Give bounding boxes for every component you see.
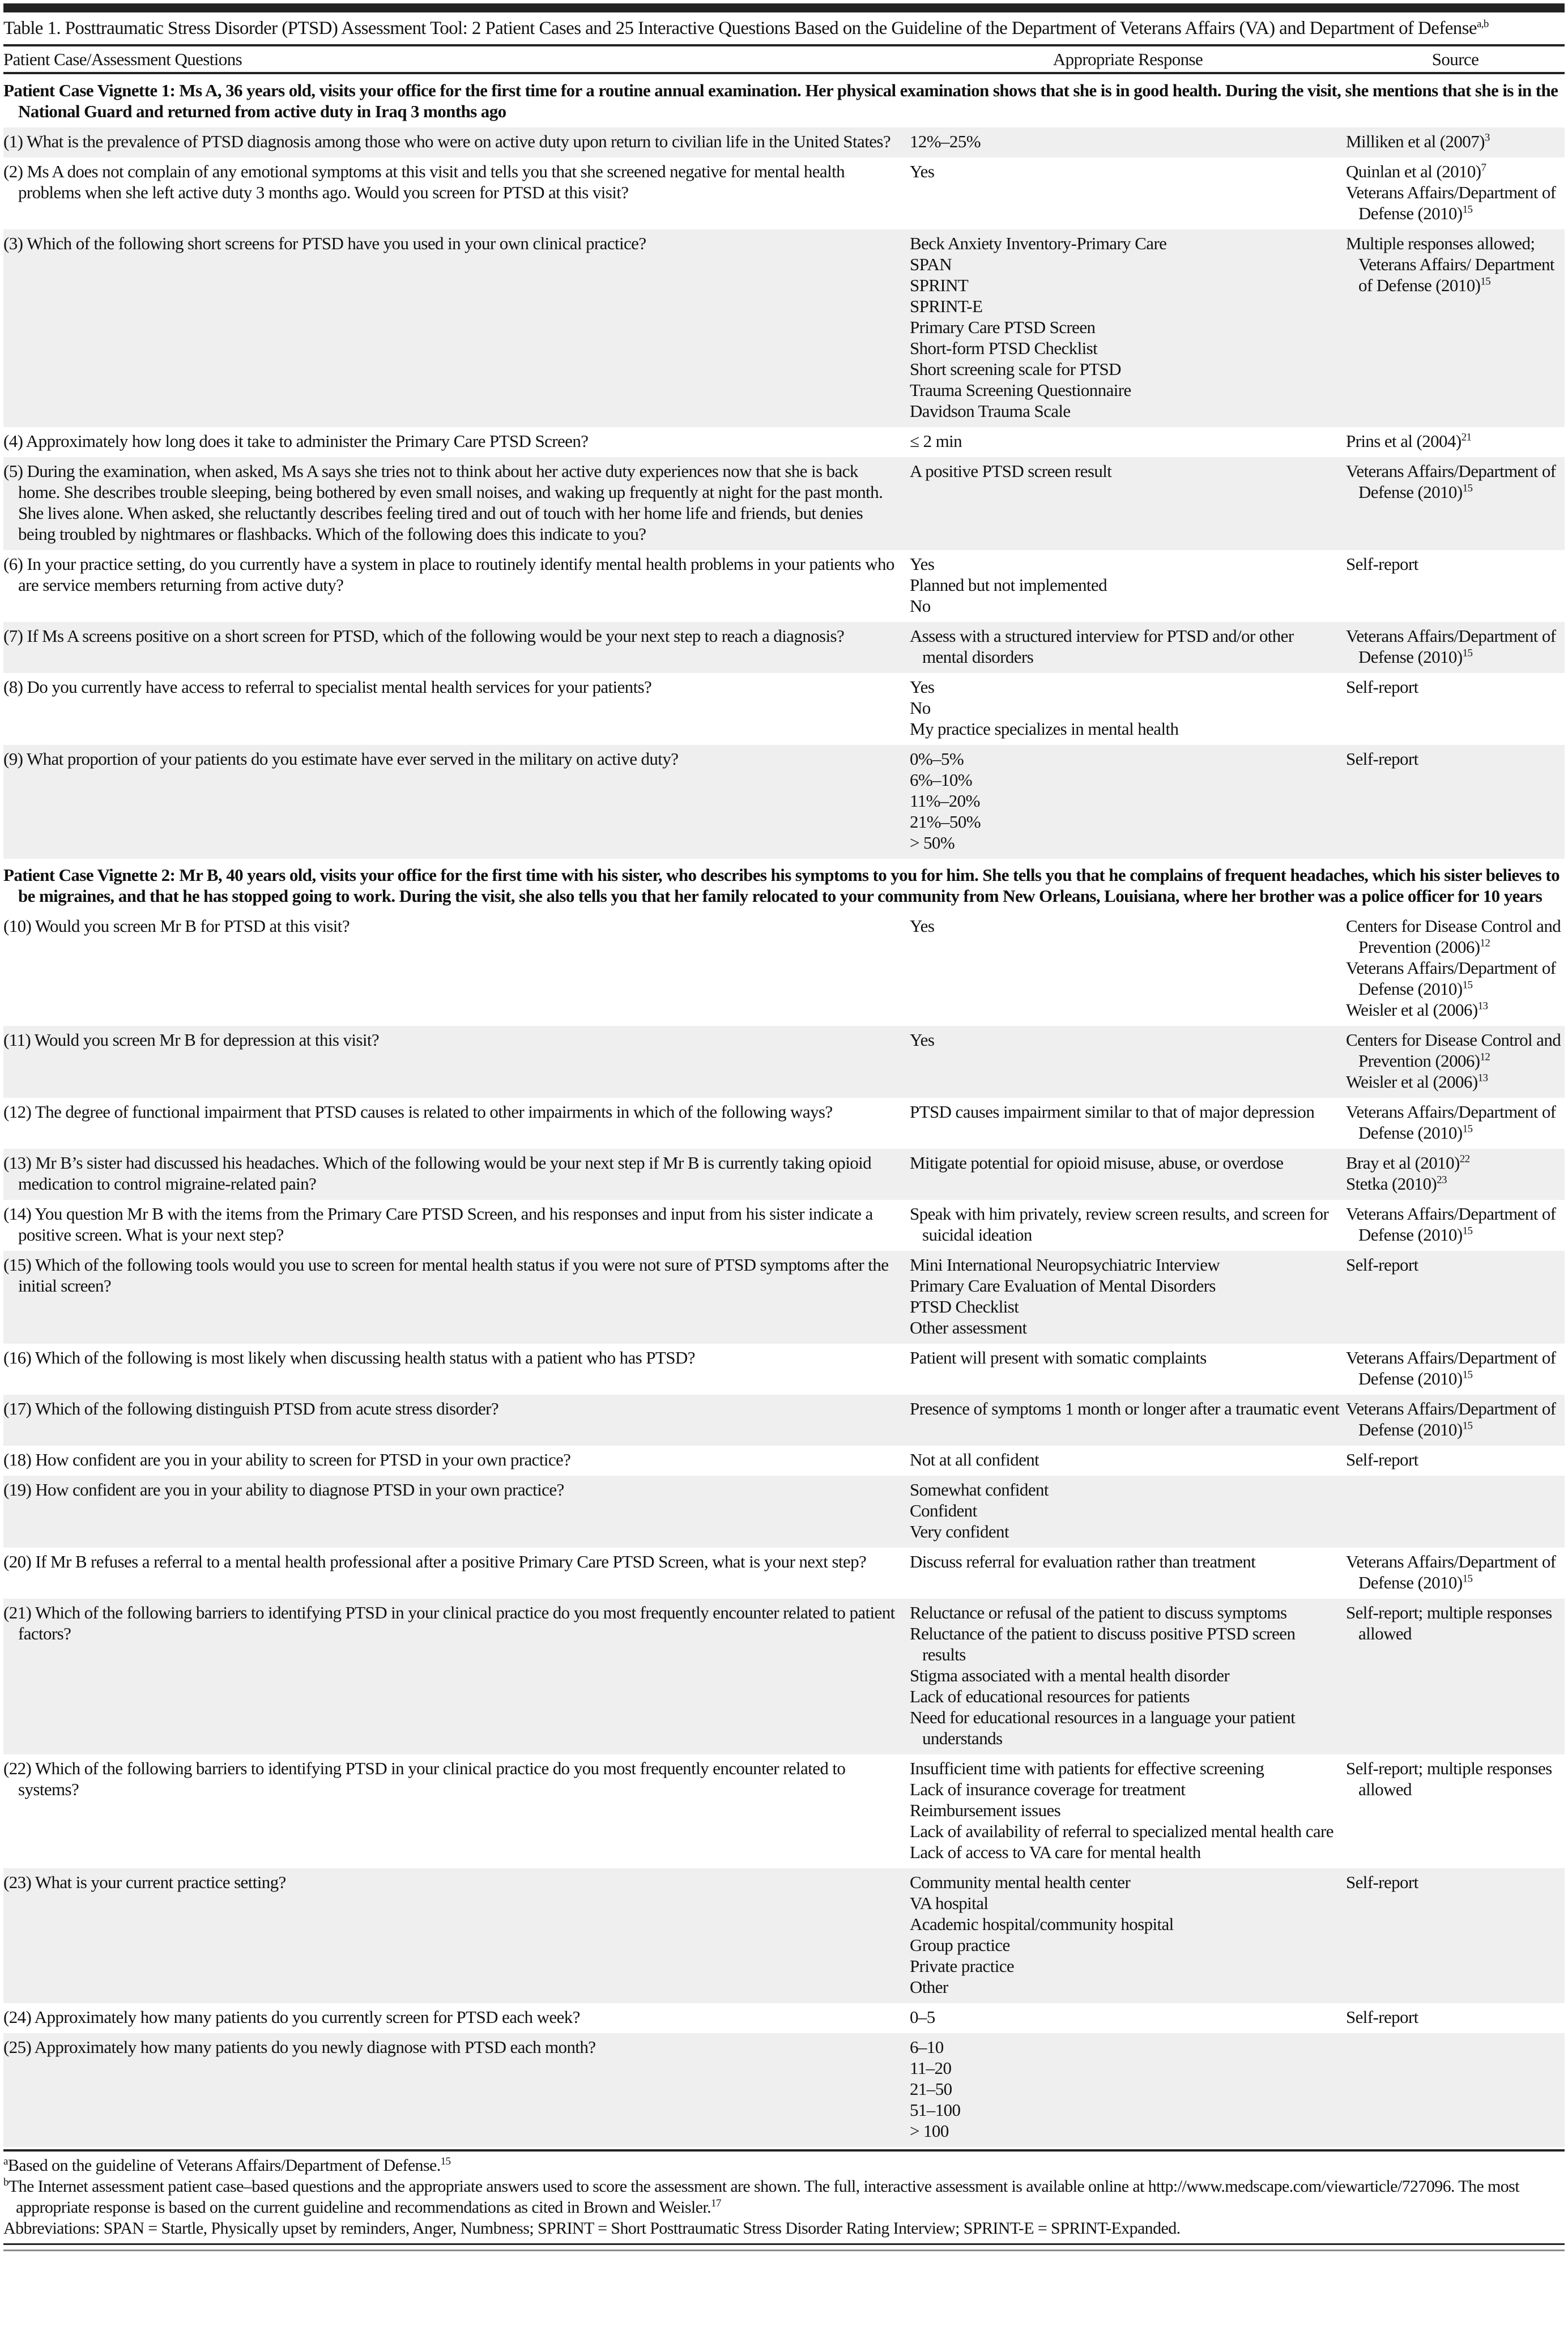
question-cell xyxy=(3,1599,910,1754)
reference-number: 15 xyxy=(1462,979,1473,991)
table-row xyxy=(3,1200,1565,1251)
response-option: Mitigate potential for opioid misuse, abuse, or overdose xyxy=(910,1153,1284,1173)
question-text: (20) If Mr B refuses a referral to a mental health professional after a positive Primary Care PTSD Screen, what is your next step? xyxy=(3,1552,867,1571)
source-cell xyxy=(1346,1344,1565,1395)
response-option: Patient will present with somatic complaints xyxy=(910,1348,1207,1368)
reference-number: 13 xyxy=(1477,1072,1488,1084)
question-cell xyxy=(3,2003,910,2033)
response-option: Community mental health center xyxy=(910,1872,1131,1892)
assessment-table xyxy=(3,46,1565,2147)
response-option: Private practice xyxy=(910,1956,1015,1976)
source-text: Self-report xyxy=(1346,554,1418,574)
response-option: Lack of educational resources for patients xyxy=(910,1686,1190,1706)
bottom-rule xyxy=(3,2243,1565,2251)
source-text: Veterans Affairs/Department of Defense (2010) xyxy=(1346,1552,1556,1592)
response-option: 6–10 xyxy=(910,2037,944,2057)
source-text: Self-report xyxy=(1346,677,1418,697)
source-text: Prins et al (2004) xyxy=(1346,431,1462,451)
source-text: Veterans Affairs/Department of Defense (2010) xyxy=(1346,1399,1556,1439)
source-cell xyxy=(1346,745,1565,859)
question-text: (6) In your practice setting, do you currently have a system in place to routinely identify mental health problems in your patients who are service members returning from active duty? xyxy=(3,554,894,595)
question-text: (24) Approximately how many patients do you currently screen for PTSD each week? xyxy=(3,2007,580,2027)
question-text: (22) Which of the following barriers to identifying PTSD in your clinical practice do you most frequently encounter related to systems? xyxy=(3,1758,846,1799)
reference-number: 13 xyxy=(1477,1000,1488,1012)
source-cell xyxy=(1346,622,1565,673)
question-cell xyxy=(3,1446,910,1476)
reference-number: 12 xyxy=(1480,1051,1490,1063)
reference-number: 7 xyxy=(1481,161,1486,174)
source-text: Self-report xyxy=(1346,749,1418,769)
source-citation xyxy=(1346,1029,1565,1071)
source-cell xyxy=(1346,1754,1565,1868)
footnote-mark: b xyxy=(3,2176,8,2188)
source-text: Veterans Affairs/Department of Defense (2010) xyxy=(1346,1348,1556,1388)
column-header-response: Appropriate Response xyxy=(1053,49,1203,69)
table-row xyxy=(3,1395,1565,1446)
response-option: Lack of access to VA care for mental health xyxy=(910,1842,1201,1862)
response-option: 21%–50% xyxy=(910,812,981,832)
source-text: Self-report; multiple responses allowed xyxy=(1346,1603,1552,1643)
source-cell xyxy=(1346,1476,1565,1548)
footnote xyxy=(3,2155,1565,2176)
response-cell xyxy=(910,2003,1346,2033)
response-cell xyxy=(910,2033,1346,2147)
source-citation xyxy=(1346,1602,1565,1644)
response-option: 12%–25% xyxy=(910,131,981,151)
source-citation xyxy=(1346,1203,1565,1245)
source-citation xyxy=(1346,2007,1565,2027)
question-cell xyxy=(3,912,910,1026)
question-text: (25) Approximately how many patients do you newly diagnose with PTSD each month? xyxy=(3,2037,596,2057)
response-cell xyxy=(910,912,1346,1026)
table-footnotes xyxy=(3,2152,1565,2239)
response-option: Planned but not implemented xyxy=(910,575,1107,595)
question-cell xyxy=(3,1868,910,2003)
response-cell xyxy=(910,1599,1346,1754)
question-text: (4) Approximately how long does it take to administer the Primary Care PTSD Screen? xyxy=(3,431,589,451)
question-cell xyxy=(3,127,910,157)
reference-number: 15 xyxy=(1462,1420,1473,1432)
vignette-cell xyxy=(3,74,1565,127)
response-option: Academic hospital/community hospital xyxy=(910,1914,1174,1934)
question-text: (23) What is your current practice setting? xyxy=(3,1872,286,1892)
source-cell xyxy=(1346,1026,1565,1098)
response-cell xyxy=(910,127,1346,157)
source-cell xyxy=(1346,427,1565,457)
response-cell xyxy=(910,550,1346,622)
question-cell xyxy=(3,622,910,673)
question-cell xyxy=(3,550,910,622)
response-cell xyxy=(910,622,1346,673)
source-text: Self-report xyxy=(1346,1872,1418,1892)
table-row xyxy=(3,1599,1565,1754)
response-option: PTSD causes impairment similar to that of major depression xyxy=(910,1102,1315,1122)
table-row xyxy=(3,2033,1565,2147)
reference-number: 15 xyxy=(1480,275,1491,288)
footnote-text: The Internet assessment patient case–based questions and the appropriate answers used to score the assessment are shown. The full, interactive assessment is available online at http://www.medscape.com/viewarticle/727096. The most appropriate response is based on the current guideline and recommendations as cited in Brown and Weisler. xyxy=(8,2177,1519,2217)
source-cell xyxy=(1346,127,1565,157)
response-option: Very confident xyxy=(910,1522,1009,1541)
table-row xyxy=(3,1446,1565,1476)
question-text: (11) Would you screen Mr B for depression at this visit? xyxy=(3,1030,380,1050)
reference-number: 12 xyxy=(1480,937,1490,949)
table-row xyxy=(3,2003,1565,2033)
response-option: Trauma Screening Questionnaire xyxy=(910,380,1131,400)
question-cell xyxy=(3,1098,910,1149)
table-row xyxy=(3,550,1565,622)
response-cell xyxy=(910,745,1346,859)
question-text: (19) How confident are you in your ability to diagnose PTSD in your own practice? xyxy=(3,1480,564,1499)
reference-number: 21 xyxy=(1461,431,1472,444)
reference-number: 15 xyxy=(440,2155,451,2167)
source-citation xyxy=(1346,182,1565,224)
response-option: Discuss referral for evaluation rather than treatment xyxy=(910,1552,1256,1571)
question-cell xyxy=(3,229,910,427)
response-option: > 50% xyxy=(910,833,955,853)
source-cell xyxy=(1346,229,1565,427)
response-option: Assess with a structured interview for PTSD and/or other mental disorders xyxy=(910,626,1294,667)
response-option: 6%–10% xyxy=(910,770,973,790)
question-text: (10) Would you screen Mr B for PTSD at this visit? xyxy=(3,916,350,936)
response-option: Yes xyxy=(910,677,935,697)
response-option: Not at all confident xyxy=(910,1450,1039,1469)
source-citation xyxy=(1346,131,1565,152)
response-option: Reluctance of the patient to discuss positive PTSD screen results xyxy=(910,1624,1296,1664)
footnote-text: Based on the guideline of Veterans Affairs/Department of Defense. xyxy=(7,2156,441,2175)
question-cell xyxy=(3,2033,910,2147)
reference-number: 23 xyxy=(1437,1174,1447,1186)
source-cell xyxy=(1346,1200,1565,1251)
response-cell xyxy=(910,1395,1346,1446)
source-citation xyxy=(1346,1872,1565,1893)
question-cell xyxy=(3,745,910,859)
response-option: Reluctance or refusal of the patient to discuss symptoms xyxy=(910,1603,1287,1622)
response-option: Yes xyxy=(910,1030,935,1050)
source-text: Centers for Disease Control and Prevention (2006) xyxy=(1346,1030,1561,1071)
response-option: Short screening scale for PTSD xyxy=(910,359,1121,379)
source-text: Stetka (2010) xyxy=(1346,1174,1437,1194)
source-text: Weisler et al (2006) xyxy=(1346,1072,1478,1092)
table-row xyxy=(3,157,1565,229)
source-citation xyxy=(1346,915,1565,957)
source-text: Weisler et al (2006) xyxy=(1346,1000,1478,1020)
source-text: Veterans Affairs/Department of Defense (2010) xyxy=(1346,1204,1556,1245)
response-option: Yes xyxy=(910,554,935,574)
response-option: Primary Care PTSD Screen xyxy=(910,317,1096,337)
source-text: Multiple responses allowed; Veterans Affairs/ Department of Defense (2010) xyxy=(1346,233,1554,295)
response-cell xyxy=(910,1548,1346,1599)
question-text: (12) The degree of functional impairment that PTSD causes is related to other impairments in which of the following ways? xyxy=(3,1102,833,1122)
response-option: Somewhat confident xyxy=(910,1480,1049,1499)
question-text: (3) Which of the following short screens for PTSD have you used in your own clinical practice? xyxy=(3,233,646,253)
reference-number: 15 xyxy=(1462,647,1473,659)
response-option: A positive PTSD screen result xyxy=(910,461,1112,481)
source-citation xyxy=(1346,1254,1565,1275)
question-cell xyxy=(3,1251,910,1344)
source-text: Veterans Affairs/Department of Defense (2010) xyxy=(1346,958,1556,999)
source-text: Veterans Affairs/Department of Defense (2010) xyxy=(1346,1102,1556,1143)
response-option: My practice specializes in mental health xyxy=(910,719,1179,739)
response-cell xyxy=(910,1344,1346,1395)
footnote xyxy=(3,2176,1565,2218)
question-text: (16) Which of the following is most likely when discussing health status with a patient who has PTSD? xyxy=(3,1348,695,1368)
question-text: (13) Mr B’s sister had discussed his headaches. Which of the following would be your next step if Mr B is currently taking opioid medication to control migraine-related pain? xyxy=(3,1153,872,1194)
source-citation xyxy=(1346,1551,1565,1593)
response-cell xyxy=(910,1200,1346,1251)
table-body xyxy=(3,74,1565,2147)
source-cell xyxy=(1346,457,1565,550)
source-citation xyxy=(1346,1101,1565,1143)
table-title xyxy=(3,12,1565,44)
source-text: Veterans Affairs/Department of Defense (2010) xyxy=(1346,461,1556,502)
question-cell xyxy=(3,457,910,550)
response-option: Yes xyxy=(910,161,935,181)
response-option: Beck Anxiety Inventory-Primary Care xyxy=(910,233,1167,253)
source-cell xyxy=(1346,1548,1565,1599)
response-option: No xyxy=(910,596,931,616)
source-cell xyxy=(1346,673,1565,745)
source-cell xyxy=(1346,2033,1565,2147)
response-cell xyxy=(910,673,1346,745)
source-text: Centers for Disease Control and Prevention (2006) xyxy=(1346,916,1561,957)
source-citation xyxy=(1346,233,1565,296)
response-option: Primary Care Evaluation of Mental Disorders xyxy=(910,1276,1216,1296)
table-row xyxy=(3,1251,1565,1344)
response-option: SPAN xyxy=(910,254,952,274)
table-row xyxy=(3,1868,1565,2003)
response-cell xyxy=(910,229,1346,427)
reference-number: 15 xyxy=(1462,482,1473,495)
response-cell xyxy=(910,457,1346,550)
source-citation xyxy=(1346,1347,1565,1389)
reference-number: 15 xyxy=(1462,203,1473,216)
source-citation xyxy=(1346,1398,1565,1440)
source-cell xyxy=(1346,1599,1565,1754)
source-text: Milliken et al (2007) xyxy=(1346,131,1485,151)
question-cell xyxy=(3,1149,910,1200)
vignette-cell xyxy=(3,859,1565,912)
question-cell xyxy=(3,427,910,457)
table-row xyxy=(3,1026,1565,1098)
source-citation xyxy=(1346,957,1565,999)
source-cell xyxy=(1346,2003,1565,2033)
response-option: 51–100 xyxy=(910,2100,961,2120)
response-option: PTSD Checklist xyxy=(910,1297,1019,1317)
response-option: > 100 xyxy=(910,2121,949,2141)
table-row xyxy=(3,1149,1565,1200)
source-citation xyxy=(1346,1071,1565,1092)
question-text: (1) What is the prevalence of PTSD diagnosis among those who were on active duty upon return to civilian life in the United States? xyxy=(3,131,891,151)
source-citation xyxy=(1346,999,1565,1020)
source-cell xyxy=(1346,550,1565,622)
source-cell xyxy=(1346,1251,1565,1344)
column-header-questions: Patient Case/Assessment Questions xyxy=(3,49,242,69)
response-option: ≤ 2 min xyxy=(910,431,962,451)
question-cell xyxy=(3,1476,910,1548)
question-text: (14) You question Mr B with the items from the Primary Care PTSD Screen, and his responses and input from his sister indicate a positive screen. What is your next step? xyxy=(3,1204,873,1245)
vignette-row xyxy=(3,859,1565,912)
response-option: VA hospital xyxy=(910,1893,988,1913)
source-citation xyxy=(1346,625,1565,667)
question-cell xyxy=(3,673,910,745)
response-cell xyxy=(910,1868,1346,2003)
response-option: Short-form PTSD Checklist xyxy=(910,338,1098,358)
source-citation xyxy=(1346,1152,1565,1173)
response-cell xyxy=(910,1149,1346,1200)
reference-number: 15 xyxy=(1462,1225,1473,1237)
response-cell xyxy=(910,1026,1346,1098)
question-text: (18) How confident are you in your ability to screen for PTSD in your own practice? xyxy=(3,1450,571,1469)
table-row xyxy=(3,1098,1565,1149)
response-option: Lack of availability of referral to specialized mental health care xyxy=(910,1821,1333,1841)
response-cell xyxy=(910,427,1346,457)
vignette-row xyxy=(3,74,1565,127)
table-row xyxy=(3,622,1565,673)
table-row xyxy=(3,673,1565,745)
source-text: Veterans Affairs/Department of Defense (2010) xyxy=(1346,626,1556,667)
column-header-source: Source xyxy=(1431,49,1479,69)
question-cell xyxy=(3,157,910,229)
question-cell xyxy=(3,1395,910,1446)
footnote-mark: a xyxy=(3,2155,8,2167)
table-row xyxy=(3,1344,1565,1395)
table-row xyxy=(3,745,1565,859)
response-cell xyxy=(910,1098,1346,1149)
question-cell xyxy=(3,1200,910,1251)
question-cell xyxy=(3,1754,910,1868)
response-option: Group practice xyxy=(910,1935,1010,1955)
source-text: Quinlan et al (2010) xyxy=(1346,161,1481,181)
question-cell xyxy=(3,1548,910,1599)
question-text: (17) Which of the following distinguish PTSD from acute stress disorder? xyxy=(3,1399,499,1418)
source-cell xyxy=(1346,1868,1565,2003)
question-text: (5) During the examination, when asked, Ms A says she tries not to think about her active duty experiences now that she is back home. She describes trouble sleeping, being bothered by even small noises, and waking up frequently at night for the past month. She lives alone. When asked, she reluctantly describes feeling tired and out of touch with her home life and friends, but denies being troubled by nightmares or flashbacks. Which of the following does this indicate to you? xyxy=(3,461,883,544)
response-option: 0–5 xyxy=(910,2007,935,2027)
source-cell xyxy=(1346,157,1565,229)
response-option: Stigma associated with a mental health disorder xyxy=(910,1665,1230,1685)
source-citation xyxy=(1346,748,1565,769)
source-citation xyxy=(1346,1758,1565,1800)
document-page xyxy=(0,3,1568,2251)
table-row xyxy=(3,1754,1565,1868)
response-option: Other assessment xyxy=(910,1318,1027,1337)
response-option: 11%–20% xyxy=(910,791,980,811)
source-citation xyxy=(1346,676,1565,697)
response-option: Confident xyxy=(910,1501,977,1520)
table-row xyxy=(3,1548,1565,1599)
question-text: (8) Do you currently have access to referral to specialist mental health services for your patients? xyxy=(3,677,652,697)
response-cell xyxy=(910,1251,1346,1344)
response-option: 0%–5% xyxy=(910,749,964,769)
response-option: Need for educational resources in a language your patient understands xyxy=(910,1707,1296,1748)
reference-number: 15 xyxy=(1462,1369,1473,1381)
source-cell xyxy=(1346,1098,1565,1149)
question-text: (15) Which of the following tools would you use to screen for mental health status if you were not sure of PTSD symptoms after the initial screen? xyxy=(3,1255,889,1296)
table-row xyxy=(3,127,1565,157)
footnote xyxy=(3,2218,1565,2239)
table-row xyxy=(3,457,1565,550)
response-option: Presence of symptoms 1 month or longer after a traumatic event xyxy=(910,1399,1340,1418)
source-text: Self-report; multiple responses allowed xyxy=(1346,1758,1552,1799)
table-row xyxy=(3,427,1565,457)
response-option: Davidson Trauma Scale xyxy=(910,401,1071,421)
response-option: Insufficient time with patients for effective screening xyxy=(910,1758,1264,1778)
response-option: SPRINT xyxy=(910,275,969,295)
response-cell xyxy=(910,1476,1346,1548)
response-option: 11–20 xyxy=(910,2058,952,2078)
source-citation xyxy=(1346,461,1565,502)
response-option: Other xyxy=(910,1977,948,1997)
source-citation xyxy=(1346,161,1565,182)
vignette-text: Patient Case Vignette 2: Mr B, 40 years old, visits your office for the first time with his sister, who describes his symptoms to you for him. She tells you that he complains of frequent headaches, which his sister believes to be migraines, and that he has stopped going to work. During the visit, she also tells you that her family relocated to your community from New Orleans, Louisiana, where her brother was a police officer for 10 years xyxy=(3,865,1560,906)
response-option: SPRINT-E xyxy=(910,296,983,316)
title-footnote-marks: a,b xyxy=(1476,18,1489,30)
source-text: Self-report xyxy=(1346,1255,1418,1275)
response-option: No xyxy=(910,698,931,718)
vignette-text: Patient Case Vignette 1: Ms A, 36 years old, visits your office for the first time for a routine annual examination. Her physical examination shows that she is in good health. During the visit, she mentions that she is in the National Guard and returned from active duty in Iraq 3 months ago xyxy=(3,80,1558,121)
source-text: Self-report xyxy=(1346,2007,1418,2027)
question-cell xyxy=(3,1344,910,1395)
source-text: Self-report xyxy=(1346,1450,1418,1469)
response-option: 21–50 xyxy=(910,2079,952,2099)
response-cell xyxy=(910,157,1346,229)
reference-number: 17 xyxy=(711,2197,721,2209)
table-row xyxy=(3,1476,1565,1548)
source-text: Veterans Affairs/Department of Defense (2010) xyxy=(1346,182,1556,223)
source-citation xyxy=(1346,553,1565,574)
question-cell xyxy=(3,1026,910,1098)
table-row xyxy=(3,912,1565,1026)
table-header-row xyxy=(3,46,1565,72)
question-text: (21) Which of the following barriers to identifying PTSD in your clinical practice do you most frequently encounter related to patient factors? xyxy=(3,1603,895,1643)
source-text: Bray et al (2010) xyxy=(1346,1153,1460,1173)
response-cell xyxy=(910,1754,1346,1868)
reference-number: 15 xyxy=(1462,1573,1473,1585)
table-row xyxy=(3,229,1565,427)
response-option: Reimbursement issues xyxy=(910,1800,1061,1820)
reference-number: 3 xyxy=(1484,131,1490,144)
response-option: Speak with him privately, review screen results, and screen for suicidal ideation xyxy=(910,1204,1329,1245)
footnote-text: Abbreviations: SPAN = Startle, Physically upset by reminders, Anger, Numbness; SPRINT = Short Posttraumatic Stress Disorder Rating Interview; SPRINT-E = SPRINT-Expanded. xyxy=(3,2219,1181,2238)
source-cell xyxy=(1346,912,1565,1026)
response-option: Mini International Neuropsychiatric Interview xyxy=(910,1255,1220,1275)
source-cell xyxy=(1346,1395,1565,1446)
source-cell xyxy=(1346,1446,1565,1476)
source-citation xyxy=(1346,1173,1565,1194)
response-option: Yes xyxy=(910,916,935,936)
response-option: Lack of insurance coverage for treatment xyxy=(910,1779,1186,1799)
reference-number: 22 xyxy=(1459,1153,1470,1165)
title-text: Table 1. Posttraumatic Stress Disorder (PTSD) Assessment Tool: 2 Patient Cases and 25 Interactive Questions Based on the Guideline of the Department of Veterans Affairs (VA) and Department of Defense xyxy=(3,18,1477,39)
source-citation xyxy=(1346,431,1565,451)
question-text: (2) Ms A does not complain of any emotional symptoms at this visit and tells you that she screened negative for mental health problems when she left active duty 3 months ago. Would you screen for PTSD at this visit? xyxy=(3,161,845,202)
source-cell xyxy=(1346,1149,1565,1200)
question-text: (7) If Ms A screens positive on a short screen for PTSD, which of the following would be your next step to reach a diagnosis? xyxy=(3,626,845,646)
reference-number: 15 xyxy=(1462,1123,1473,1135)
source-citation xyxy=(1346,1449,1565,1470)
response-cell xyxy=(910,1446,1346,1476)
top-rule xyxy=(3,3,1565,12)
question-text: (9) What proportion of your patients do you estimate have ever served in the military on active duty? xyxy=(3,749,679,769)
